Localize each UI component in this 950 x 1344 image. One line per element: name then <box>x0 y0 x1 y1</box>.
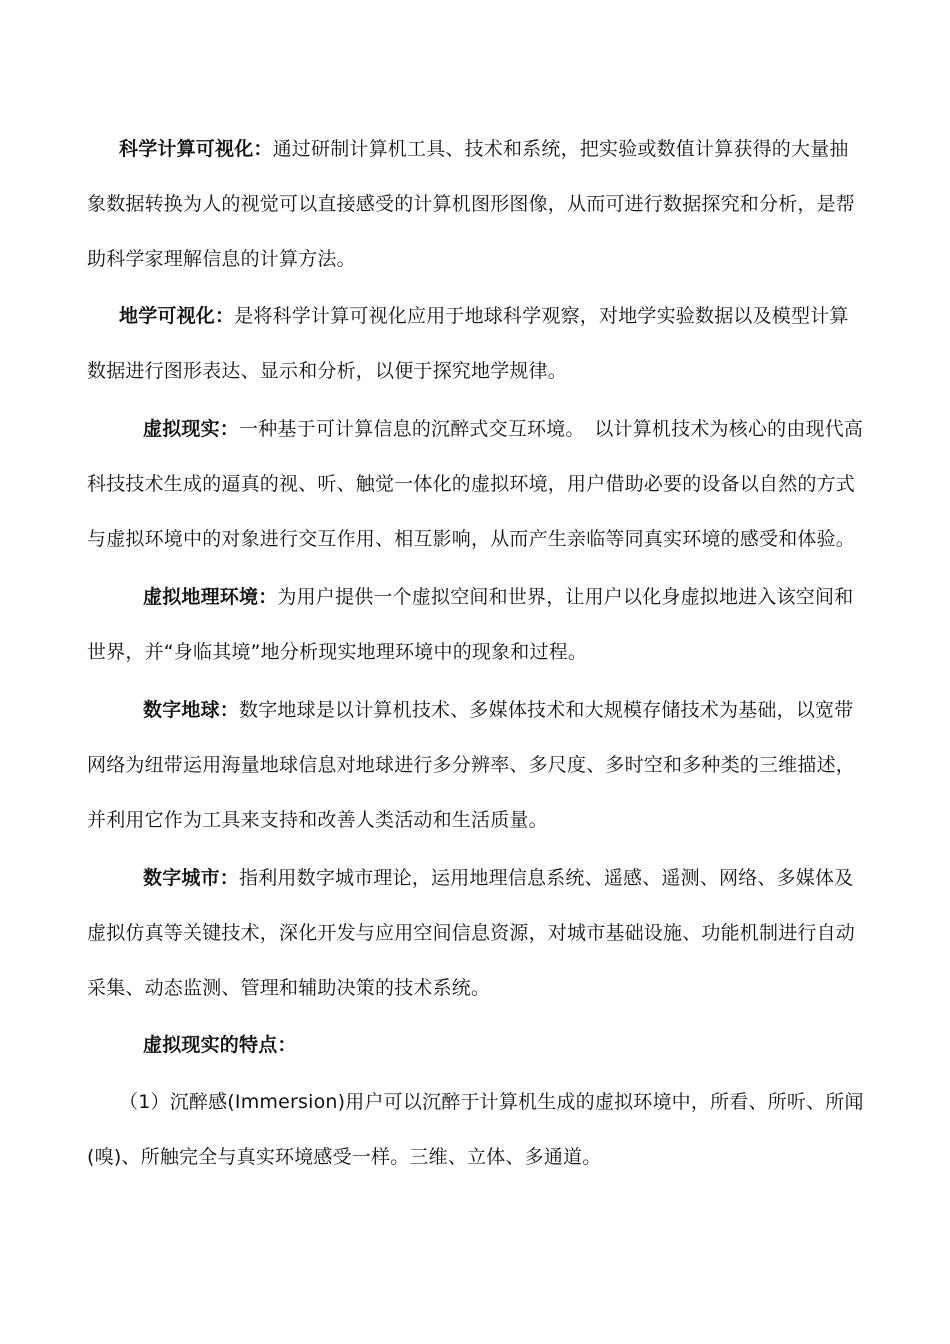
paragraph-geo-visualization <box>87 289 867 399</box>
section-heading-vr-features <box>87 1018 867 1073</box>
definition-text: 数字地球是以计算机技术、多媒体技术和大规模存储技术为基础，以宽带网络为纽带运用海量地球信息对地球进行多分辨率、多尺度、多时空和多种类的三维描述，并利用它作为工具来支持和改善人类活动和生活质量。 <box>87 699 856 831</box>
definition-text: 一种基于可计算信息的沉醉式交互环境。 以计算机技术为核心的由现代高科技技术生成的逼真的视、听、触觉一体化的虚拟环境，用户借助必要的设备以自然的方式与虚拟环境中的对象进行交互作用、相互影响，从而产生亲临等同真实环境的感受和体验。 <box>87 418 864 550</box>
paragraph-scientific-visualization <box>87 122 867 287</box>
definition-text: （1）沉醉感(Immersion)用户可以沉醉于计算机生成的虚拟环境中，所看、所听、所闻(嗅)、所触完全与真实环境感受一样。三维、立体、多通道。 <box>87 1091 864 1168</box>
definition-text: 指利用数字城市理论，运用地理信息系统、遥感、遥测、网络、多媒体及虚拟仿真等关键技术，深化开发与应用空间信息资源，对城市基础设施、功能机制进行自动采集、动态监测、管理和辅助决策的技术系统。 <box>87 867 856 999</box>
term-label: 科学计算可视化： <box>119 138 273 160</box>
paragraph-virtual-geographic-environment <box>87 570 867 680</box>
paragraph-vr-feature-immersion <box>87 1075 867 1185</box>
paragraph-digital-earth <box>87 683 867 848</box>
paragraph-digital-city <box>87 851 867 1016</box>
term-label: 虚拟现实的特点： <box>143 1034 297 1056</box>
term-label: 地学可视化： <box>119 305 235 327</box>
term-label: 虚拟现实： <box>143 418 240 440</box>
paragraph-virtual-reality <box>87 402 867 567</box>
definition-text: 通过研制计算机工具、技术和系统，把实验或数值计算获得的大量抽象数据转换为人的视觉可以直接感受的计算机图形图像，从而可进行数据探究和分析，是帮助科学家理解信息的计算方法。 <box>87 138 856 270</box>
term-label: 数字地球： <box>143 699 240 721</box>
definition-text: 为用户提供一个虚拟空间和世界，让用户以化身虚拟地进入该空间和世界，并“身临其境”地分析现实地理环境中的现象和过程。 <box>87 586 854 663</box>
definition-text: 是将科学计算可视化应用于地球科学观察，对地学实验数据以及模型计算数据进行图形表达、显示和分析，以便于探究地学规律。 <box>87 305 849 382</box>
term-label: 虚拟地理环境： <box>143 586 278 608</box>
term-label: 数字城市： <box>143 867 240 889</box>
